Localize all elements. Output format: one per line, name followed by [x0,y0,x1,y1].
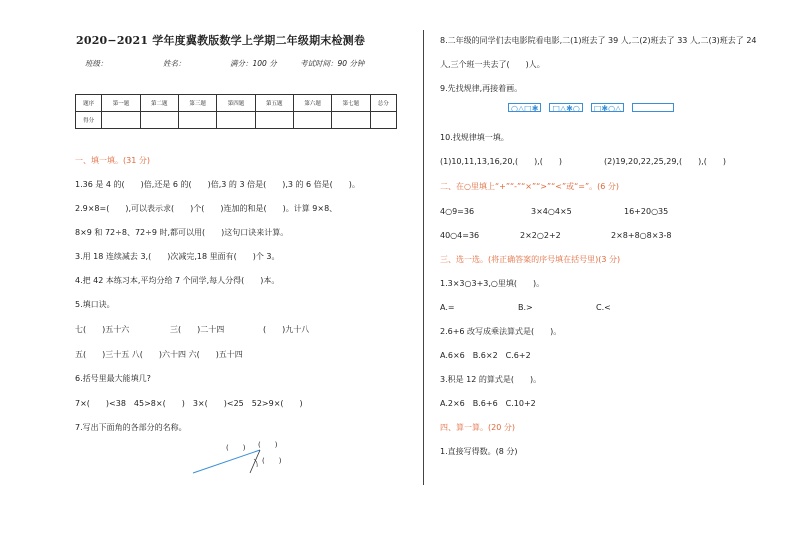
question-4: 4.把 42 本练习本,平均分给 7 个同学,每人分得( )本。 [75,276,280,285]
calc-question-1: 1.直接写得数。(8 分) [440,447,518,456]
table-cell[interactable] [332,112,370,129]
angle-bracket: ( ) [226,444,246,452]
question-6-row: 7×( )<38 45>8×( ) 3×( )<25 52>9×( ) [75,399,303,408]
angle-ray [250,450,260,473]
q5-item: 三( )二十四 [170,325,225,334]
choice-option: B.> [518,303,533,312]
column-divider [423,30,424,485]
score-table [75,94,397,129]
choice-option: A.= [440,303,455,312]
table-cell: 得分 [76,112,102,129]
pattern-box: □△✱○ [549,103,582,112]
table-cell[interactable] [102,112,140,129]
exam-time: 考试时间：90 分钟 [300,59,365,68]
choice-question-2: 2.6+6 改写成乘法算式是( )。 [440,327,562,336]
table-cell[interactable] [178,112,216,129]
section-2-heading: 二、在○里填上“+”“-”“×”“>”“<”或“=”。(6 分) [440,182,619,191]
choice-question-1: 1.3×3○3+3,○里填( )。 [440,279,545,288]
compare-item: 2×8+8○8×3-8 [611,231,672,240]
pattern-box: ○△□✱ [508,103,541,112]
compare-item: 2×2○2+2 [520,231,561,240]
q5-item: ( )九十八 [263,325,310,334]
question-6: 6.括号里最大能填几? [75,374,151,383]
table-cell: 总分 [370,95,396,112]
table-cell: 第二题 [140,95,178,112]
table-cell[interactable] [255,112,293,129]
name-label: 姓名： [163,59,186,68]
compare-item: 3×4○4×5 [531,207,572,216]
compare-item: 16+20○35 [624,207,669,216]
question-2-line-1: 2.9×8=( ),可以表示求( )个( )连加的和是( )。计算 9×8、 [75,204,338,213]
table-cell[interactable] [293,112,331,129]
pattern-boxes [508,103,674,112]
choice-option: C.< [596,303,611,312]
angle-ray [193,450,260,473]
table-cell[interactable] [217,112,255,129]
question-3: 3.用 18 连续减去 3,( )次减完,18 里面有( )个 3。 [75,252,280,261]
compare-item: 4○9=36 [440,207,475,216]
section-1-heading: 一、填一填。(31 分) [75,156,150,165]
question-8-line-1: 8.二年级的同学们去电影院看电影,二(1)班去了 39 人,二(2)班去了 33 人,二(3)班去了 24 [440,36,757,45]
score-table-header-row [76,95,397,112]
table-cell[interactable] [140,112,178,129]
section-3-heading: 三、选一选。(将正确答案的序号填在括号里)(3 分) [440,255,621,264]
full-score: 满分：100 分 [230,59,277,68]
pattern-box: □✱○△ [591,103,624,112]
table-cell[interactable] [370,112,396,129]
question-7: 7.写出下面角的各部分的名称。 [75,423,187,432]
q5-item: 七( )五十六 [75,325,130,334]
table-cell: 第七题 [332,95,370,112]
question-2-line-2: 8×9 和 72÷8、72÷9 时,都可以用( )这句口诀来计算。 [75,228,289,237]
angle-bracket: ( ) [262,457,282,465]
question-1: 1.36 是 4 的( )倍,还是 6 的( )倍,3 的 3 倍是( ),3 的 6 倍是( )。 [75,180,360,189]
score-table-score-row [76,112,397,129]
question-10-part-1: (1)10,11,13,16,20,( ),( ) [440,157,562,166]
class-label: 班级： [85,59,108,68]
section-4-heading: 四、算一算。(20 分) [440,423,515,432]
choice-options-2: A.6×6 B.6×2 C.6+2 [440,351,531,360]
table-cell: 第三题 [178,95,216,112]
question-8-line-2: 人,三个班一共去了( )人。 [440,60,545,69]
page-title: 2020−2021 学年度冀教版数学上学期二年级期末检测卷 [76,34,366,47]
question-10: 10.找规律填一填。 [440,133,509,142]
question-9: 9.先找规律,再接着画。 [440,84,523,93]
question-5: 5.填口诀。 [75,300,115,309]
table-cell: 第一题 [102,95,140,112]
question-10-part-2: (2)19,20,22,25,29,( ),( ) [604,157,726,166]
q5-row-2: 五( )三十五 八( )六十四 六( )五十四 [75,350,243,359]
choice-question-3: 3.积是 12 的算式是( )。 [440,375,542,384]
table-cell: 第四题 [217,95,255,112]
choice-options-3: A.2×6 B.6+6 C.10+2 [440,399,536,408]
table-cell: 题序 [76,95,102,112]
compare-item: 40○4=36 [440,231,480,240]
table-cell: 第五题 [255,95,293,112]
table-cell: 第六题 [293,95,331,112]
pattern-answer-box[interactable] [632,103,674,112]
angle-bracket: ( ) [258,441,278,449]
